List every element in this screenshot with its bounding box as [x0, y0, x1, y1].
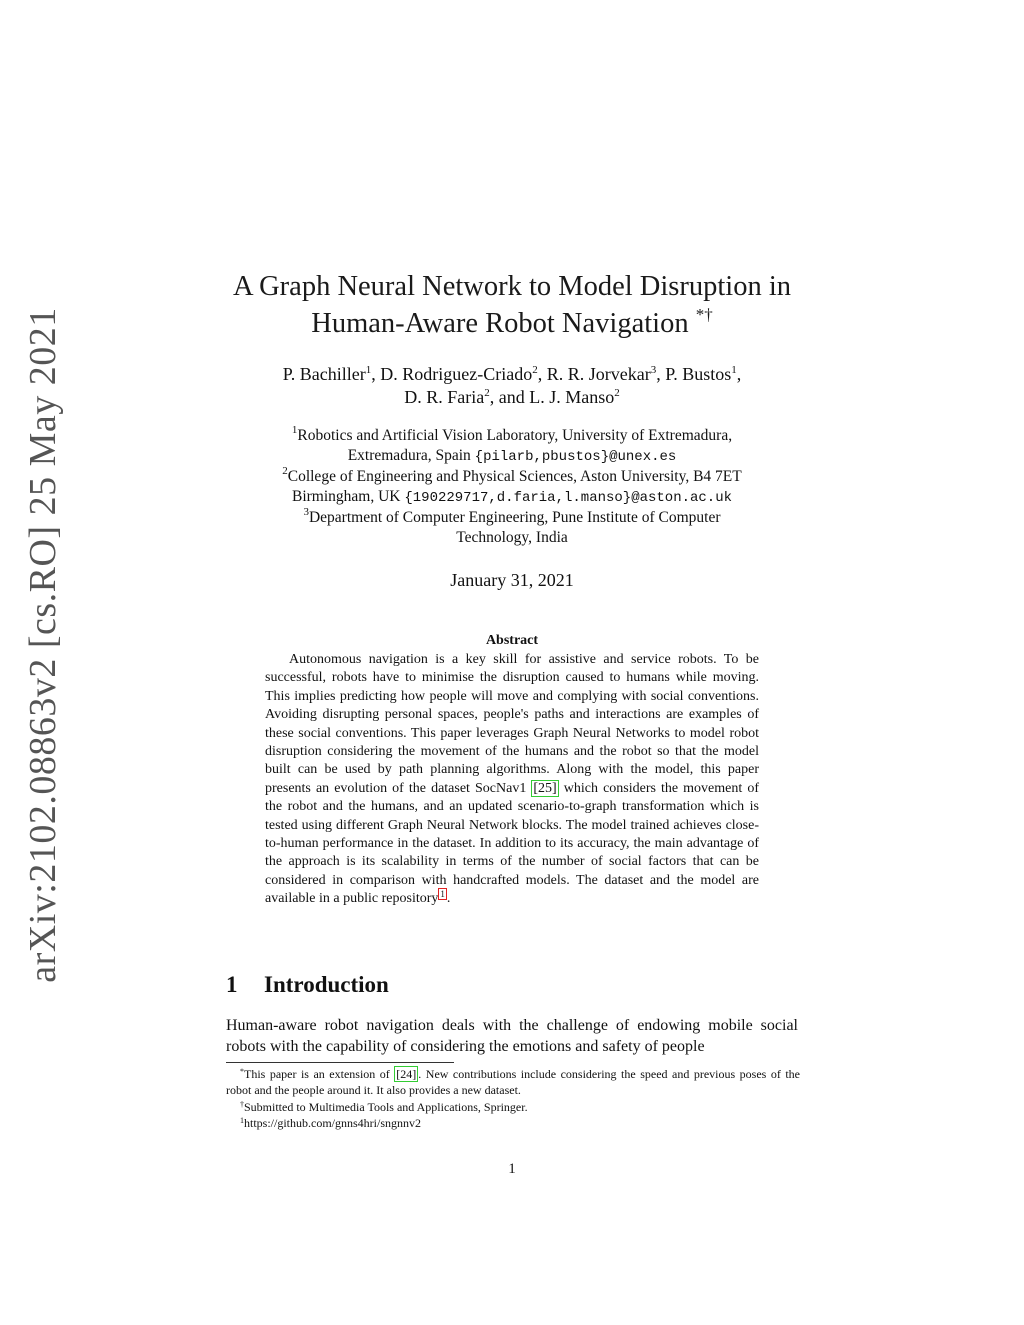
affiliation-2-email[interactable]: {190229717,d.faria,l.manso}@aston.ac.uk: [404, 490, 733, 506]
author-name: P. Bustos: [665, 364, 732, 384]
footnote-link-1[interactable]: 1: [440, 889, 445, 900]
section-heading: [226, 972, 389, 998]
author-line-2: D. R. Faria$^2$, and L. J. Manso$^2$: [404, 387, 620, 407]
abstract-text-2: which considers the movement of the robot and the humans, and an updated scenario-to-graph transformation which is tested using different Graph Neural Network blocks. The model trained achieves close-to-human performance in the dataset. In addition to its accuracy, the main advantage of the approach is its scalability in terms of the number of social factors that can be considered in comparison with handcrafted models. The dataset and the model are available in a public repository: [265, 780, 759, 907]
repository-url[interactable]: https://github.com/gnns4hri/sngnnv2: [244, 1115, 422, 1130]
author-list: [200, 363, 824, 409]
author-affil-sup: 2: [484, 387, 490, 399]
author-affil-sup: 2: [614, 387, 620, 399]
footnote-mark: 1: [240, 1115, 244, 1125]
author-name: D. Rodriguez-Criado: [380, 364, 533, 384]
affiliation-number: 3: [303, 506, 309, 518]
paper-title: [200, 268, 824, 342]
affiliations: [200, 426, 824, 548]
footnote-2: [226, 1099, 800, 1115]
author-name: D. R. Faria: [404, 387, 485, 407]
affiliation-1-line-1: [200, 426, 824, 446]
affiliation-1-line-2: [200, 446, 824, 467]
affiliation-3-line-1: [200, 508, 824, 528]
title-footnote-marks: *†: [695, 305, 713, 324]
affiliation-text: Department of Computer Engineering, Pune Institute of Computer: [308, 509, 721, 526]
abstract-text-end: .: [446, 891, 451, 907]
author-affil-sup: 2: [532, 364, 538, 376]
section-number: 1: [226, 972, 238, 997]
footnote-text: This paper is an extension of: [244, 1067, 395, 1081]
abstract-heading: Abstract: [485, 633, 539, 648]
section-title: Introduction: [264, 972, 389, 997]
paper-date: January 31, 2021: [450, 570, 574, 590]
intro-paragraph: Human-aware robot navigation deals with the challenge of endowing mobile social robots with the capability of considering the emotions and safety of people: [226, 1017, 798, 1055]
author-name: P. Bachiller: [282, 364, 366, 384]
footnote-3: [226, 1115, 800, 1131]
affiliation-text: Robotics and Artificial Vision Laboratory, University of Extremadura,: [297, 427, 733, 444]
affiliation-2-line-2: [200, 487, 824, 508]
author-name: R. R. Jorvekar: [546, 364, 651, 384]
footnote-rule: [226, 1062, 454, 1063]
abstract-text-1: Autonomous navigation is a key skill for assistive and service robots. To be successful, robots have to minimise the disruption caused to humans while moving. This implies predicting how people will move and complying with social conventions. Avoiding disrupting personal spaces, people's paths and interactions are examples of these social conventions. This paper leverages Graph Neural Networks to model robot disruption considering the movement of the humans and the robot so that the model built can be used by path planning algorithms. Along with the model, this paper presents an evolution of the dataset SocNav1: [265, 652, 759, 796]
author-name: and L. J. Manso: [498, 387, 615, 407]
title-line-2-text: Human-Aware Robot Navigation: [311, 308, 689, 339]
footnotes: [226, 1066, 800, 1131]
affiliation-text: College of Engineering and Physical Sciences, Aston University, B4 7ET: [287, 468, 742, 485]
author-affil-sup: 1: [365, 364, 372, 376]
author-affil-sup: 1: [731, 364, 737, 376]
arxiv-identifier: arXiv:2102.08863v2 [cs.RO] 25 May 2021: [22, 307, 64, 983]
footnote-mark: †: [240, 1099, 244, 1109]
page-number: 1: [508, 1161, 516, 1177]
affiliation-number: 1: [291, 424, 298, 436]
title-line-2: [200, 305, 824, 342]
arxiv-side-stamp: [0, 0, 90, 1325]
footnote-text: . New contributions include considering the speed and previous poses of the robot and the people around it. It also provides a new dataset.: [226, 1067, 800, 1098]
footnote-mark: *: [240, 1067, 244, 1076]
citation-link-24[interactable]: [24]: [396, 1067, 417, 1081]
citation-link-25[interactable]: [25]: [533, 780, 557, 796]
author-line-1: P. Bachiller$^1$, D. Rodriguez-Criado$^2$, R. R. Jorvekar$^3$, P. Bustos$^1$,: [282, 364, 742, 384]
footnote-1: [226, 1066, 800, 1099]
title-line-1: A Graph Neural Network to Model Disruption in: [232, 271, 792, 302]
affiliation-text: Birmingham, UK: [291, 488, 405, 505]
author-affil-sup: 3: [650, 364, 657, 376]
affiliation-3-line-2: Technology, India: [456, 529, 568, 546]
affiliation-2-line-1: [200, 467, 824, 487]
affiliation-number: 2: [282, 465, 288, 477]
affiliation-text: Extremadura, Spain: [347, 447, 475, 464]
footnote-text: Submitted to Multimedia Tools and Applications, Springer.: [244, 1099, 528, 1114]
abstract-body: [265, 651, 759, 909]
affiliation-1-email[interactable]: {pilarb,pbustos}@unex.es: [474, 449, 677, 465]
